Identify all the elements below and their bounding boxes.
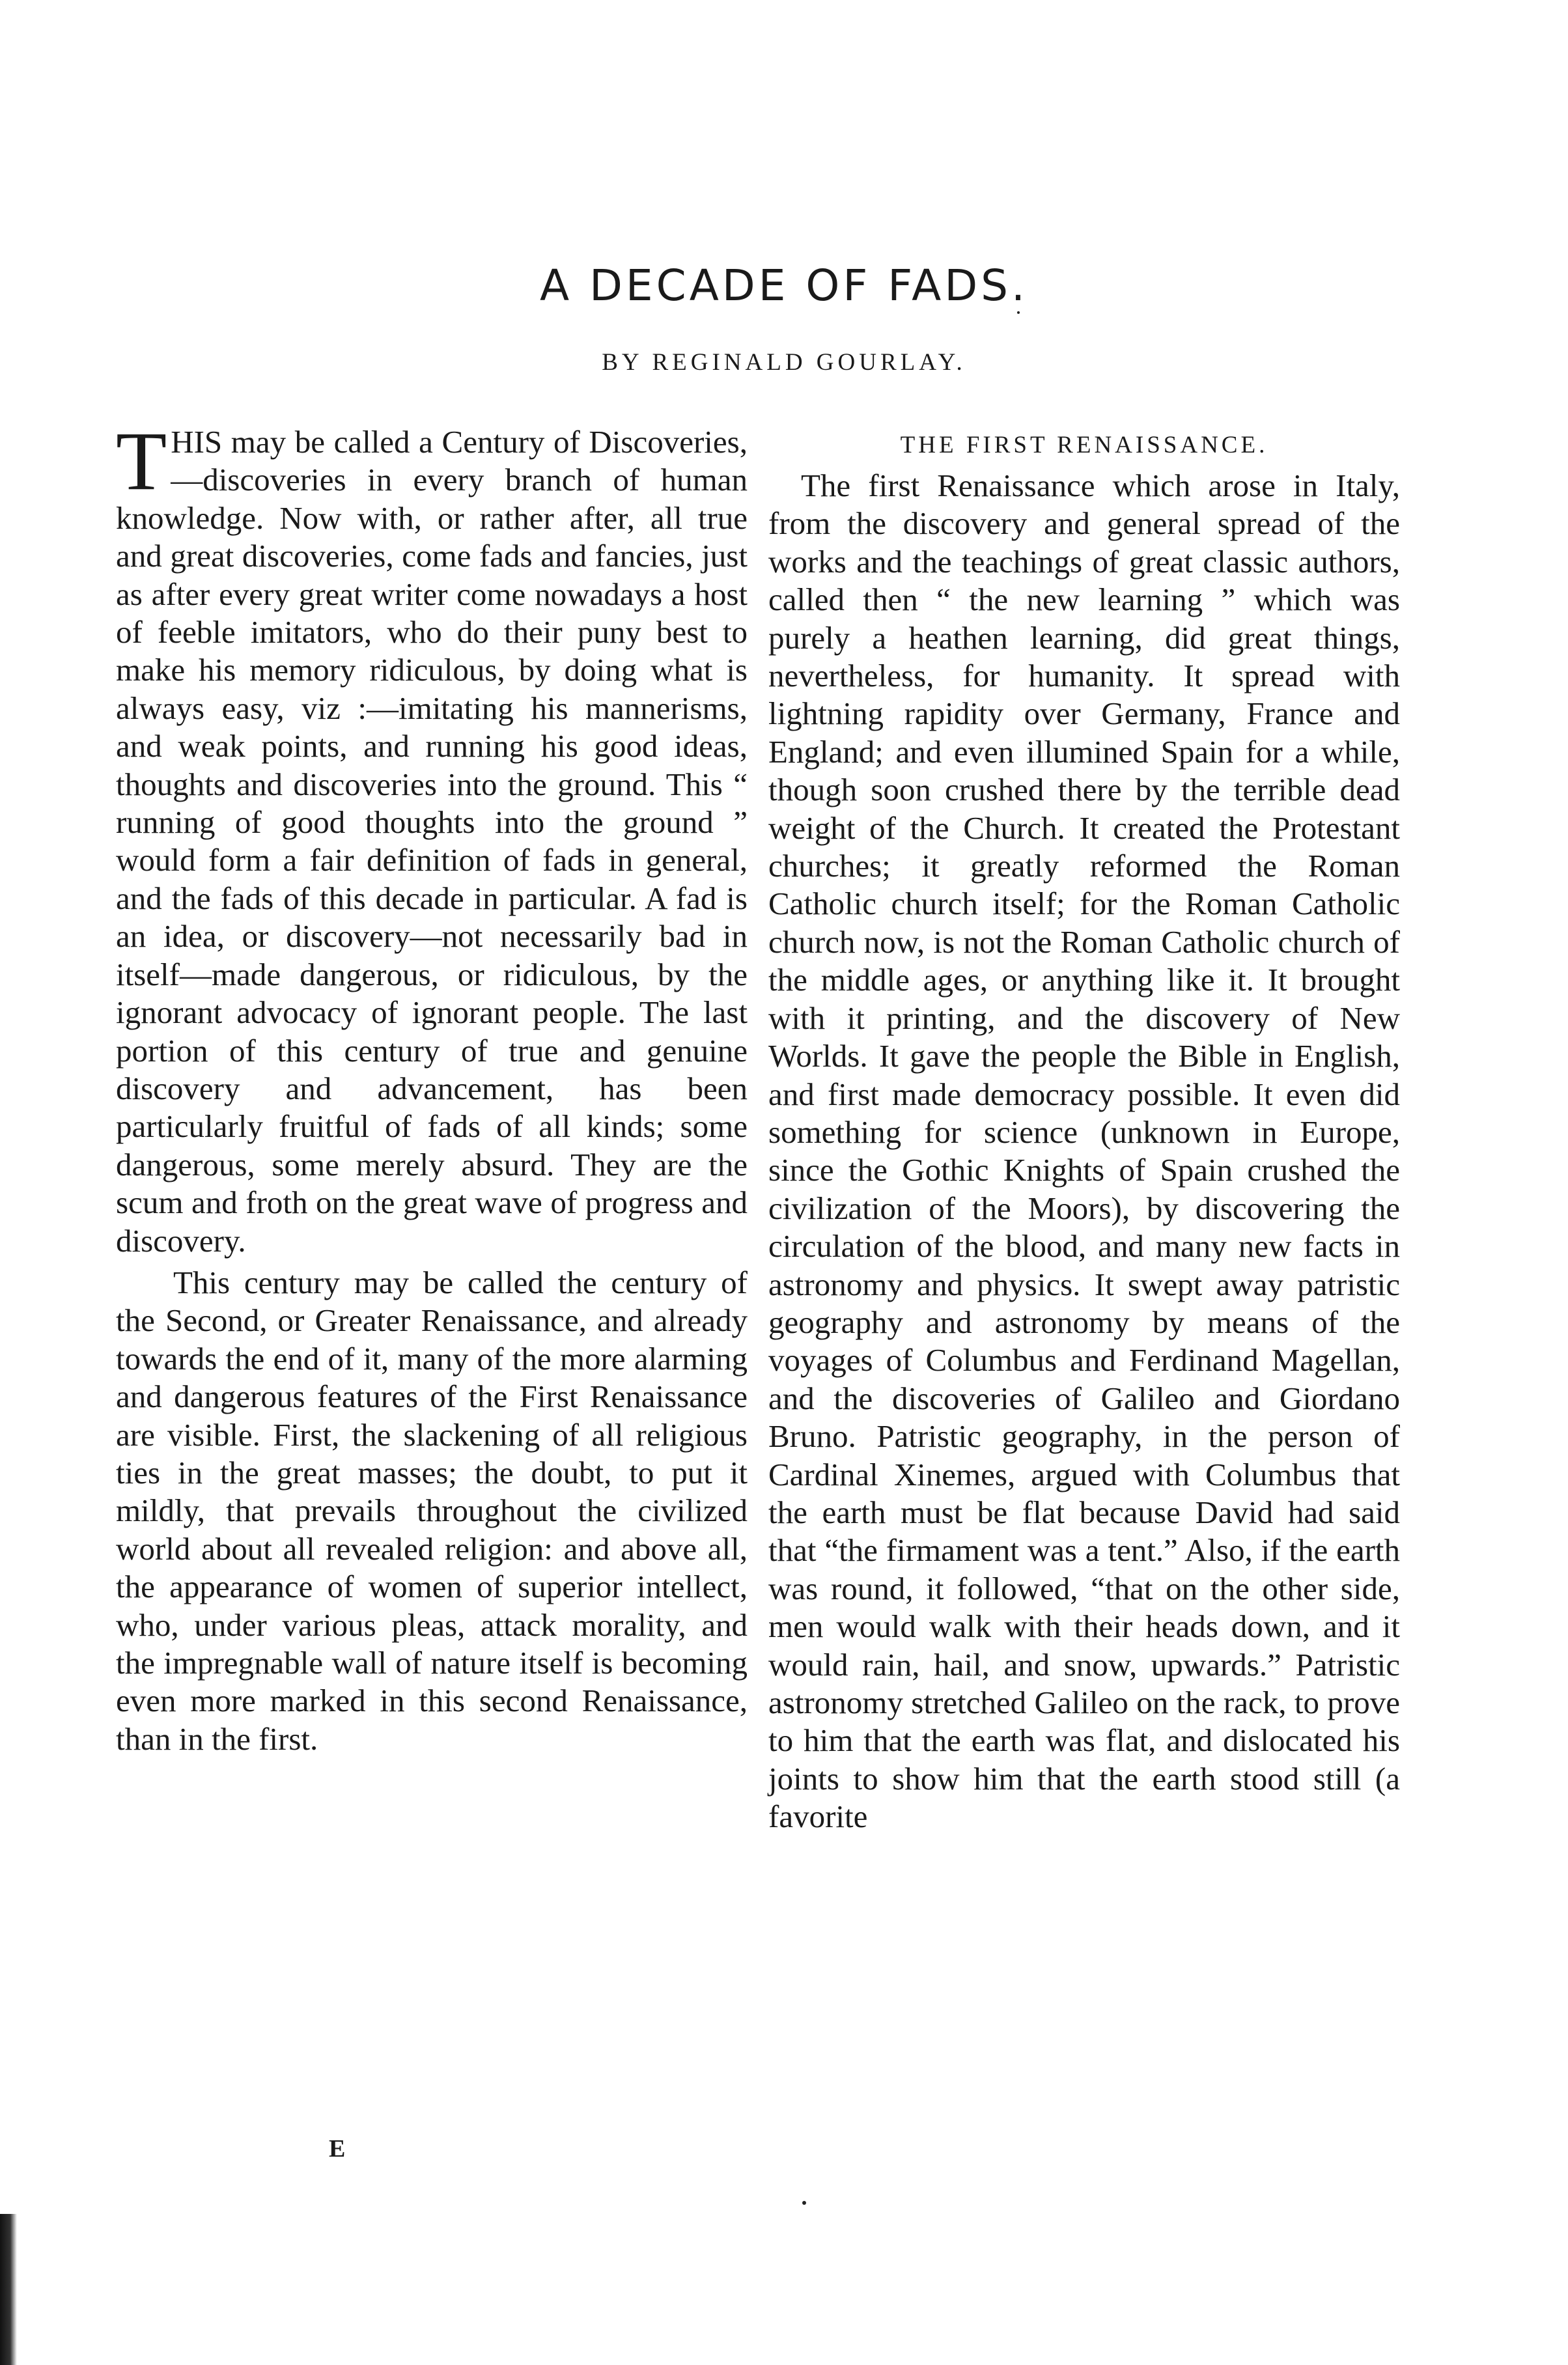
left-column [116, 415, 748, 1758]
scan-speck [1017, 311, 1020, 314]
section-heading: THE FIRST RENAISSANCE. [900, 432, 1268, 458]
left-paragraph-1 [116, 415, 748, 1260]
article-title: A DECADE OF FADS. [539, 260, 1029, 311]
article-byline: BY REGINALD GOURLAY. [602, 349, 966, 376]
right-column [768, 423, 1400, 1836]
left-paragraph-1-text: HIS may be called a Century of Discoveries,—discoveries in every branch of human knowledge. Now with, or rather after, all true and great discoveries, come fads and fancies, just as after every great writer come nowadays a host of feeble imitators, who do their puny best to make his memory ridiculous, by doing what is always easy, viz :—imitating his mannerisms, and weak points, and running his good ideas, thoughts and discoveries into the ground. This “ running of good thoughts into the ground ” would form a fair definition of fads in general, and the fads of this decade in particular. A fad is an idea, or discovery—not necessarily bad in itself—made dangerous, or ridiculous, by the ignorant advocacy of ignorant people. The last portion of this century of true and genuine discovery and advancement, has been particularly fruitful of fads of all kinds; some dangerous, some merely absurd. They are the scum and froth on the great wave of progress and discovery. [116, 424, 748, 1259]
drop-cap: T [116, 415, 167, 507]
scan-edge-mark [0, 2214, 17, 2365]
scan-speck [802, 2201, 806, 2205]
right-paragraph-1: The first Renaissance which arose in Italy, from the discovery and general spread of the works and the teachings of great classic authors, called then “ the new learning ” which was purely a heathen learning, did great things, nevertheless, for humanity. It spread with lightning rapidity over Germany, France and England; and even illumined Spain for a while, though soon crushed there by the terrible dead weight of the Church. It created the Protestant churches; it greatly reformed the Roman Catholic church itself; for the Roman Catholic church now, is not the Roman Catholic church of the middle ages, or anything like it. It brought with it printing, and the discovery of New Worlds. It gave the people the Bible in English, and first made democracy possible. It even did something for science (unknown in Europe, since the Gothic Knights of Spain crushed the civilization of the Moors), by discovering the circulation of the blood, and many new facts in astronomy and physics. It swept away patristic geography and astronomy by means of the voyages of Columbus and Ferdinand Magellan, and the discoveries of Galileo and Giordano Bruno. Patristic geography, in the person of Cardinal Xinemes, argued with Columbus that the earth must be flat because David had said that “the firmament was a tent.” Also, if the earth was round, it followed, “that on the other side, men would walk with their heads down, and it would rain, hail, and snow, upwards.” Patristic astronomy stretched Galileo on the rack, to prove to him that the earth was flat, and dislocated his joints to show him that the earth stood still (a favorite [768, 468, 1400, 1835]
signature-mark: E [329, 2135, 346, 2162]
left-paragraph-2: This century may be called the century of the Second, or Greater Renaissance, and already towards the end of it, many of the more alarming and dangerous features of the First Renaissance are visible. First, the slackening of all religious ties in the great masses; the doubt, to put it mildly, that prevails throughout the civilized world about all revealed religion: and above all, the appearance of women of superior intellect, who, under various pleas, attack morality, and the impregnable wall of nature itself is becoming even more marked in this second Renaissance, than in the first. [116, 1264, 748, 1757]
